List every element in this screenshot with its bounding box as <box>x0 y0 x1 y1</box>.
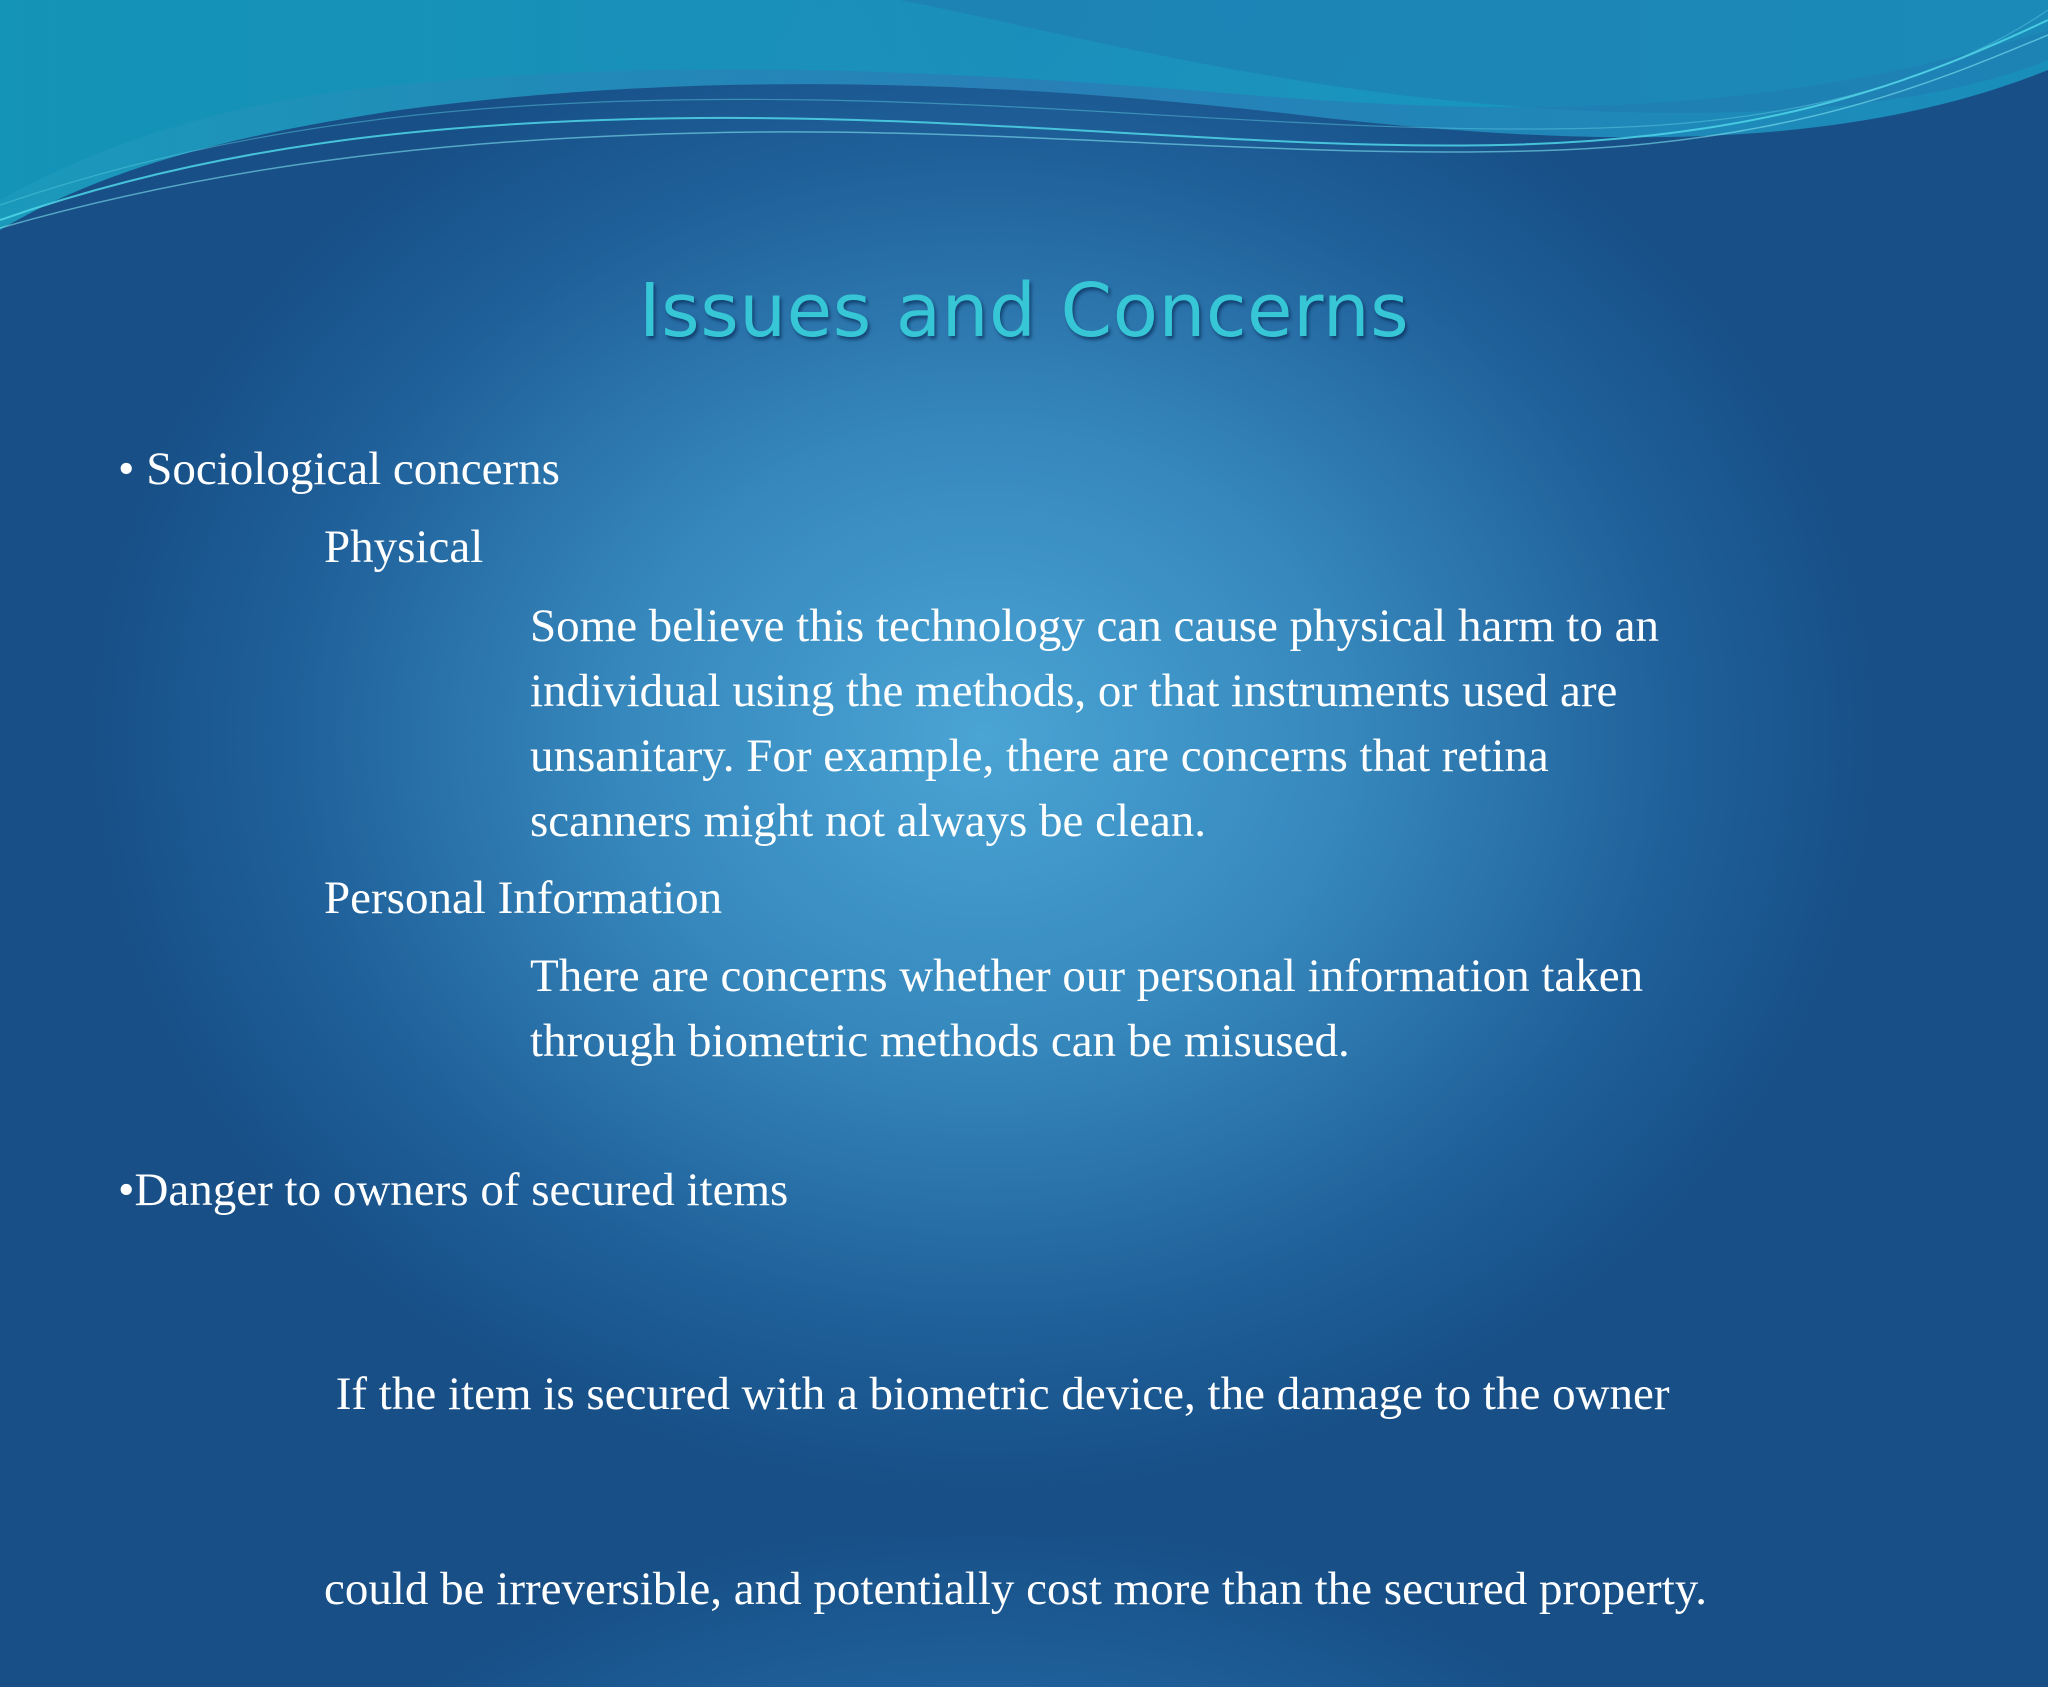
text-line: There are concerns whether our personal information taken <box>530 950 1644 1002</box>
slide-title: Issues and Concerns <box>638 268 1410 354</box>
subheading-personal-information: Personal Information <box>324 872 723 924</box>
text-line: unsanitary. For example, there are concerns that retina <box>530 730 1549 782</box>
personal-information-description <box>530 944 1643 1074</box>
physical-description <box>530 594 1659 854</box>
danger-description <box>324 1232 1707 1687</box>
subheading-physical: Physical <box>324 521 484 573</box>
text-line: scanners might not always be clean. <box>530 795 1207 847</box>
bullet-sociological-concerns: • Sociological concerns <box>118 443 560 495</box>
text-line: If the item is secured with a biometric device, the damage to the owner <box>324 1368 1670 1420</box>
text-line: Some believe this technology can cause physical harm to an <box>530 600 1659 652</box>
text-line: individual using the methods, or that instruments used are <box>530 665 1618 717</box>
decorative-wave-header <box>0 0 2048 260</box>
text-line: through biometric methods can be misused. <box>530 1015 1350 1067</box>
bullet-danger-to-owners: •Danger to owners of secured items <box>118 1164 789 1216</box>
text-line: could be irreversible, and potentially cost more than the secured property. <box>324 1563 1707 1615</box>
